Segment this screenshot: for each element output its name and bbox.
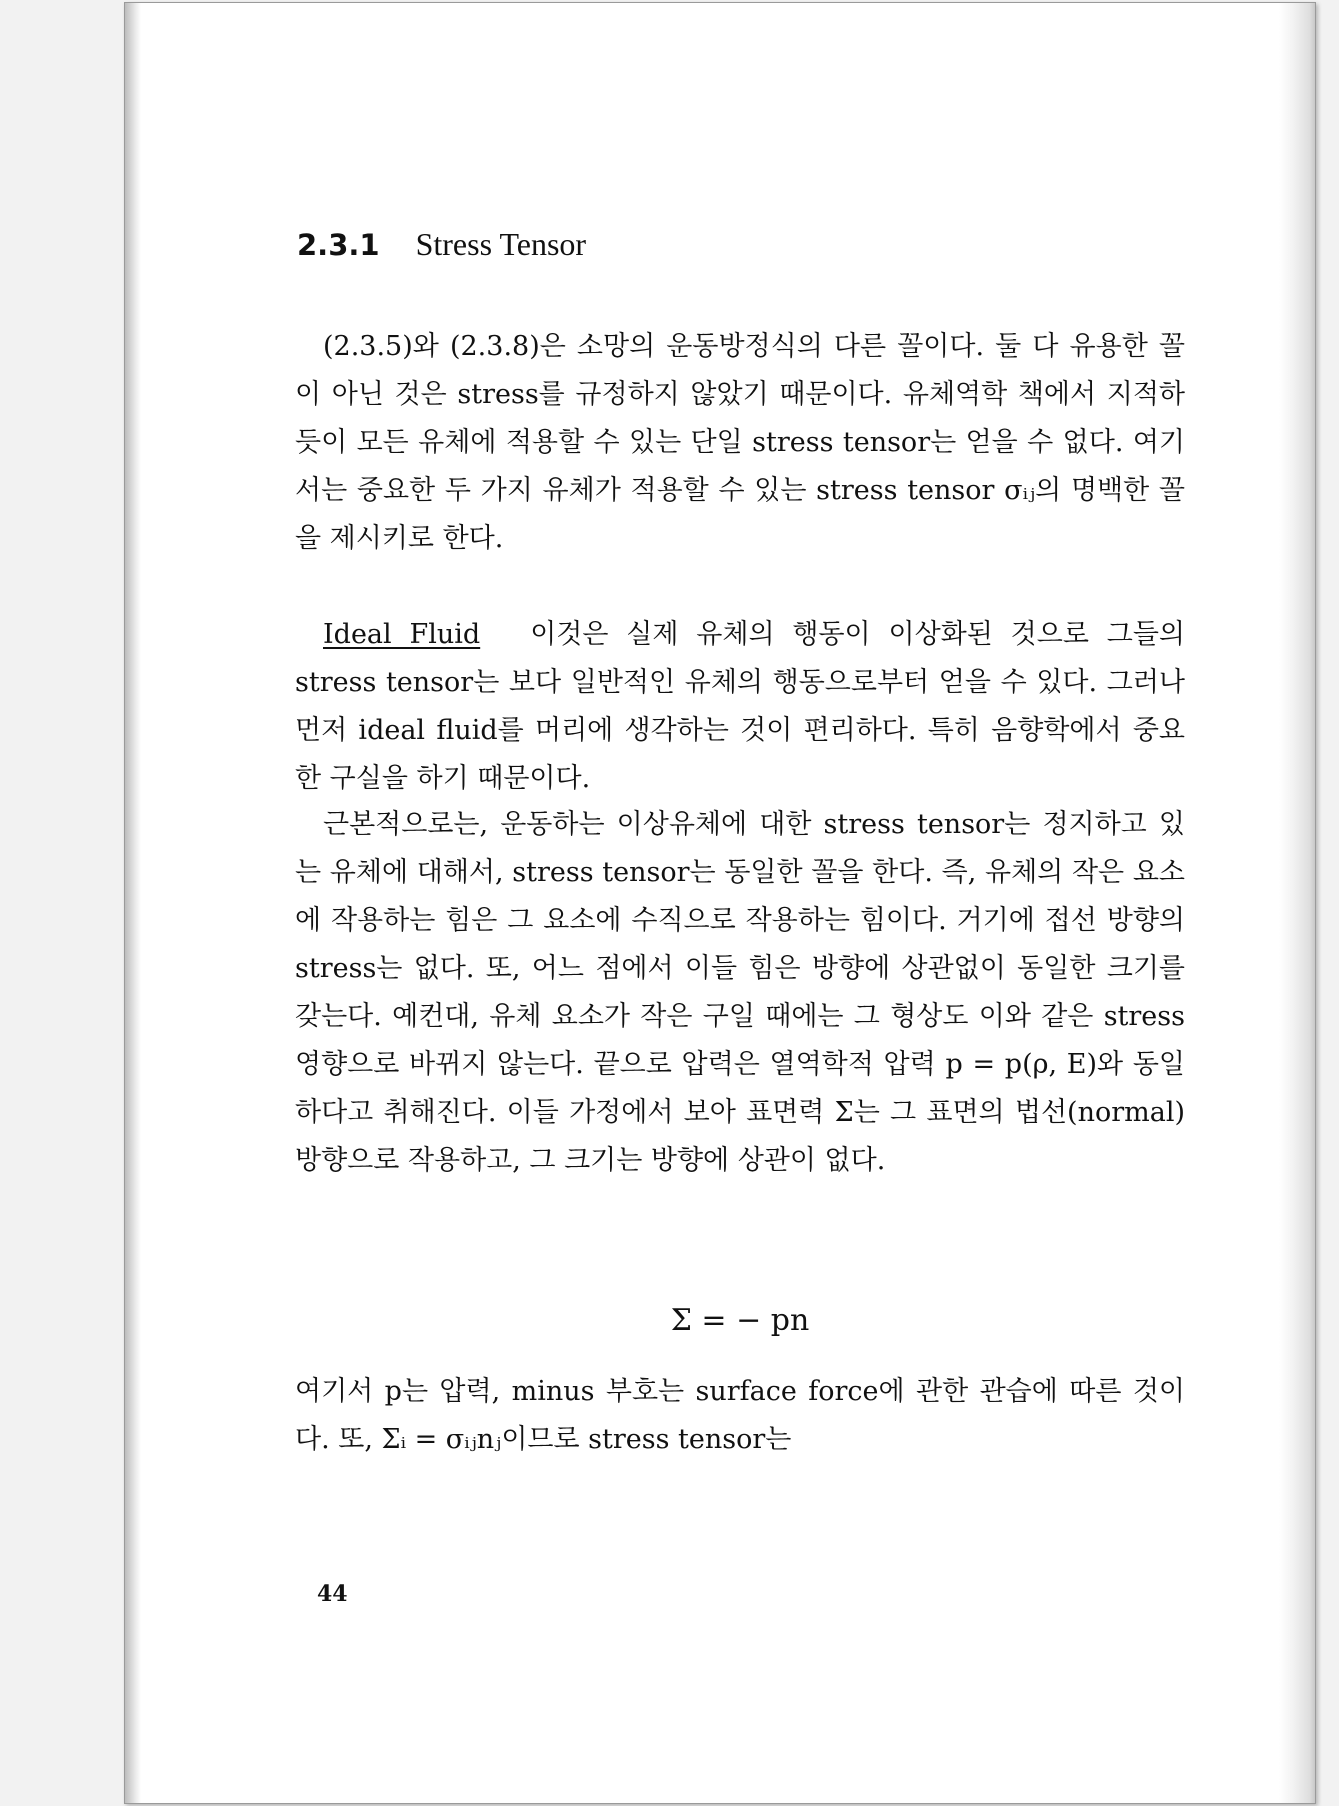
fundamental-text: 근본적으로는, 운동하는 이상유체에 대한 stress tensor는 정지하고 있는 유체에 대해서, stress tensor는 동일한 꼴을 한다. 즉, 유체의 작은 요소에 작용하는 힘은 그 요소에 수직으로 작용하는 힘이다. 거기에 접선 방향의 stress는 없다. 또, 어느 점에서 이들 힘은 방향에 상관없이 동일한 크기를 갖는다. 예컨대, 유체 요소가 작은 구일 때에는 그 형상도 이와 같은 stress 영향으로 바뀌지 않는다. 끝으로 압력은 열역학적 압력 p = p(ρ, E)와 동일하다고 취해진다. 이들 가정에서 보아 표면력 Σ는 그 표면의 법선(normal) 방향으로 작용하고, 그 크기는 방향에 상관이 없다. — [295, 809, 1185, 1176]
section-heading — [297, 225, 586, 263]
book-page — [124, 2, 1316, 1804]
after-equation-text: 여기서 p는 압력, minus 부호는 surface force에 관한 관습에 따른 것이다. 또, Σᵢ = σᵢⱼnⱼ이므로 stress tensor는 — [295, 1376, 1185, 1455]
section-number: 2.3.1 — [297, 228, 380, 262]
page-number: 44 — [317, 1581, 348, 1607]
intro-paragraph — [295, 323, 1185, 563]
intro-text: (2.3.5)와 (2.3.8)은 소망의 운동방정식의 다른 꼴이다. 둘 다 유용한 꼴이 아닌 것은 stress를 규정하지 않았기 때문이다. 유체역학 책에서 지적하듯이 모든 유체에 적용할 수 있는 단일 stress tensor는 얻을 수 없다. 여기서는 중요한 두 가지 유체가 적용할 수 있는 stress tensor σᵢⱼ의 명백한 꼴을 제시키로 한다. — [295, 331, 1185, 554]
ideal-fluid-text: 이것은 실제 유체의 행동이 이상화된 것으로 그들의 stress tensor는 보다 일반적인 유체의 행동으로부터 얻을 수 있다. 그러나 먼저 ideal fluid를 머리에 생각하는 것이 편리하다. 특히 음향학에서 중요한 구실을 하기 때문이다. — [295, 619, 1185, 794]
surface-force-equation: Σ = − pn — [670, 1303, 810, 1338]
page-spine — [125, 3, 141, 1803]
ideal-fluid-paragraph — [295, 611, 1185, 803]
page-edge-shadow — [1279, 3, 1315, 1803]
ideal-fluid-label: Ideal Fluid — [323, 619, 481, 650]
section-title: Stress Tensor — [415, 226, 587, 262]
fundamental-paragraph — [295, 801, 1185, 1185]
after-equation-paragraph — [295, 1368, 1185, 1464]
